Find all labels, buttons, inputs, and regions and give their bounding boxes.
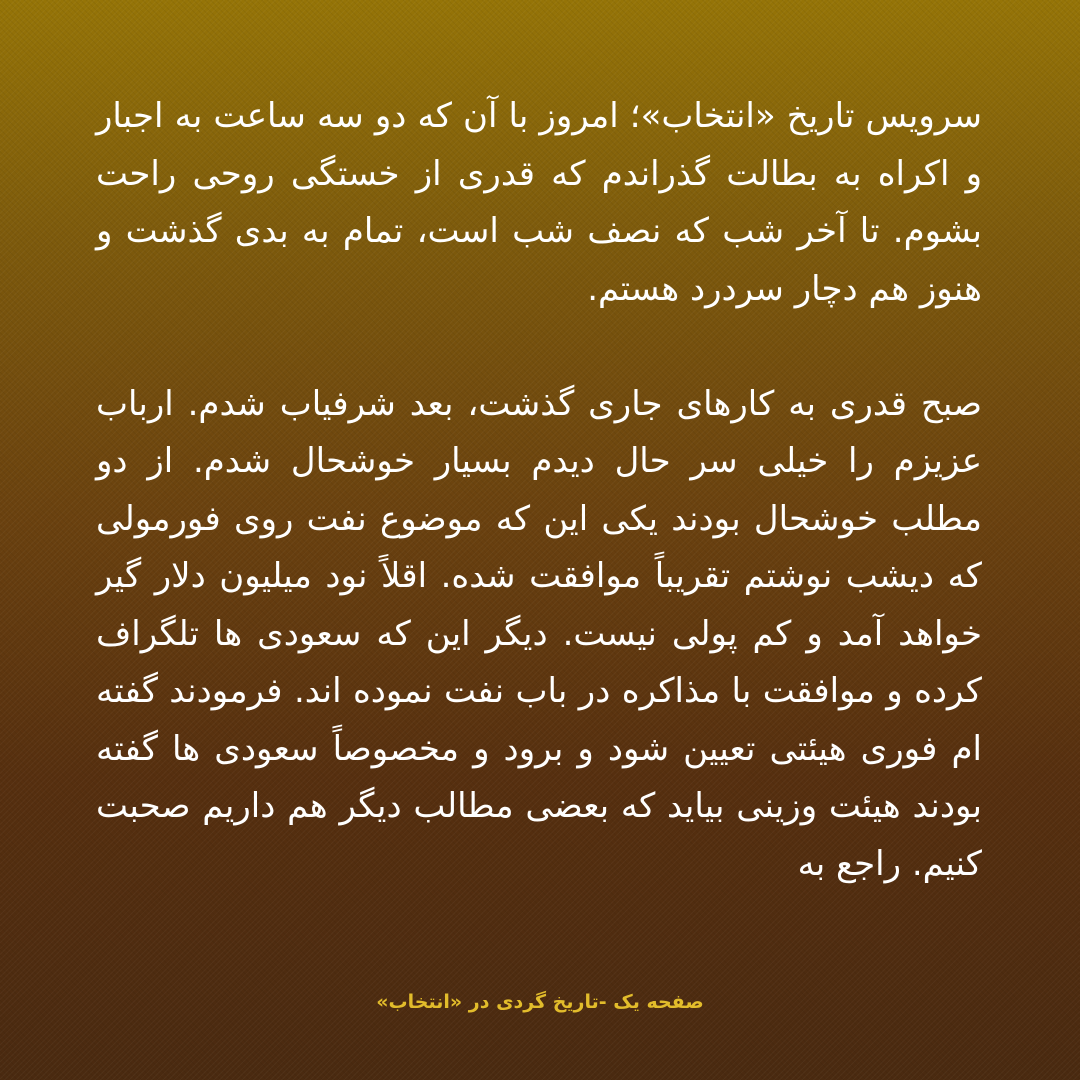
article-body <box>96 88 982 893</box>
article-paragraph-1: سرویس تاریخ «انتخاب»؛ امروز با آن که دو سه ساعت به اجبار و اکراه به بطالت گذراندم که قدری از خستگی روحی راحت بشوم. تا آخر شب که نصف شب است، تمام به بدی گذشت و هنوز هم دچار سردرد هستم. <box>96 96 982 309</box>
article-paragraph-2: صبح قدری به کارهای جاری گذشت، بعد شرفیاب شدم. ارباب عزیزم را خیلی سر حال دیدم بسیار خوشحال شدم. از دو مطلب خوشحال بودند یکی این که موضوع نفت روی فورمولی که دیشب نوشتم تقریباً موافقت شده. اقلاً نود میلیون دلار گیر خواهد آمد و کم پولی نیست. دیگر این که سعودی ها تلگراف کرده و موافقت با مذاکره در باب نفت نموده اند. فرمودند گفته ام فوری هیئتی تعیین شود و برود و مخصوصاً سعودی ها گفته بودند هیئت وزینی بیاید که بعضی مطالب دیگر هم داریم صحبت کنیم. راجع به <box>96 383 982 884</box>
paragraph-spacer <box>96 318 982 376</box>
footer-caption: صفحه یک -تاریخ گردی در «انتخاب» <box>376 991 704 1013</box>
